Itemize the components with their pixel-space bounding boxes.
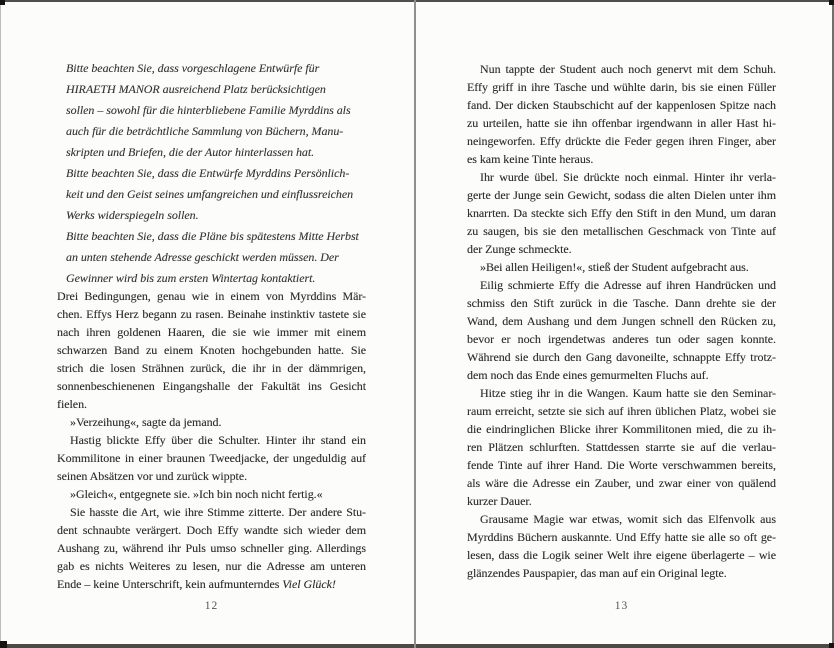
text-line: Effy griff in ihre Tasche und wühlte darin, bis sie einen Füller (467, 80, 776, 94)
text-line: bevor er noch irgendetwas anderes tun oder sagen konnte. (467, 332, 776, 346)
text-line: Gewinner wird bis zum ersten Wintertag kontaktiert. (66, 271, 316, 285)
text-line: fielen. (57, 397, 87, 411)
text-line: strich die losen Strähnen zurück, die ihr in der dämmrigen, (57, 361, 366, 375)
text-line: die eindringlichen Blicke ihrer Kommilitonen mied, die zu ih- (467, 422, 776, 436)
text-line: chen. Effys Herz begann zu rasen. Beinahe instinktiv tastete sie (57, 307, 366, 321)
text-line: Sie hasste die Art, wie ihre Stimme zitterte. Der andere Stu- (70, 505, 366, 519)
text-line: als wäre die Adresse ein Zauber, und zwar einer von quälend (467, 476, 776, 490)
text-line: zu urteilen, hatte sie ihn offenbar irgendwann in aller Hast hi- (467, 116, 776, 130)
text-line: Eilig schmierte Effy die Adresse auf ihren Handrücken und (480, 278, 776, 292)
text-line: schmiss den Stift zurück in die Tasche. Dann drehte sie der (467, 296, 776, 310)
text-line: Bitte beachten Sie, dass vorgeschlagene Entwürfe für (66, 61, 320, 75)
text-line: »Verzeihung«, sagte da jemand. (70, 415, 222, 429)
text-line: dem noch das Ende eines gemurmelten Fluchs auf. (467, 368, 709, 382)
text-line: Bitte beachten Sie, dass die Pläne bis spätestens Mitte Herbst (66, 229, 359, 243)
text-line: Nun tappte der Student auch noch genervt mit dem Schuh. (480, 62, 776, 76)
text-line: der Zunge schmeckte. (467, 242, 572, 256)
text-line: skripten und Briefen, die der Autor hinterlassen hat. (66, 145, 315, 159)
text-line: sollen – sowohl für die hinterbliebene Familie Myrddins als (66, 103, 351, 117)
frame-left-border (0, 0, 1, 648)
text-line: »Gleich«, entgegnete sie. »Ich bin noch nicht fertig.« (70, 487, 323, 501)
text-line: gab es nichts Weiteres zu lesen, nur die Adresse am unteren (57, 559, 366, 573)
page-number-left: 12 (204, 600, 219, 612)
scan-corner-mark (829, 0, 834, 5)
text-line: kurzer Dauer. (467, 494, 532, 508)
page-right (467, 0, 776, 648)
notice-block (57, 58, 366, 289)
text-line: gerte der Junge sein Gewicht, sodass die alten Dielen unter ihm (467, 188, 776, 202)
text-line: Myrddins Büchern auskannte. Und Effy hatte sie alle so oft ge- (467, 530, 776, 544)
text-line: glänzendes Pauspapier, das man auf ein Original legte. (467, 566, 727, 580)
text-line: neingeworfen. Effy drückte die Feder gegen ihren Finger, aber (467, 134, 776, 148)
text-line: fende Tinte auf ihrer Hand. Die Worte verschwammen bereits, (467, 458, 776, 472)
scan-corner-mark (0, 0, 5, 5)
page-left-body (57, 287, 366, 593)
text-line: Während sie durch den Gang davoneilte, schnappte Effy trotz- (467, 350, 776, 364)
text-line: es kam keine Tinte heraus. (467, 152, 594, 166)
text-line: »Bei allen Heiligen!«, stieß der Student aufgebracht aus. (480, 260, 749, 274)
text-line: ren Plätzen schlurften. Stattdessen starrte sie auf die verlau- (467, 440, 776, 454)
text-line: Grausame Magie war etwas, womit sich das Elfenvolk aus (480, 512, 776, 526)
page-left (57, 0, 366, 648)
text-line: Hastig blickte Effy über die Schulter. Hinter ihr stand ein (70, 433, 366, 447)
text-line: fand. Der dicken Staubschicht auf der kappenlosen Spitze nach (467, 98, 776, 112)
text-line: raum erreicht, setzte sie sich auf ihren üblichen Platz, wobei sie (467, 404, 776, 418)
text-line: nach ihren goldenen Haaren, die sie wie immer mit einem (57, 325, 366, 339)
text-line: schwarzen Band zu einem Knoten hochgebunden hatte. Sie (57, 343, 366, 357)
text-line: an unten stehende Adresse geschickt werden müssen. Der (66, 250, 339, 264)
text-line: zu saugen, bis sie den metallischen Geschmack von Tinte auf (467, 224, 776, 238)
text-line: Drei Bedingungen, genau wie in einem von Myrddins Mär- (57, 289, 366, 303)
page-gutter-divider (414, 0, 416, 648)
text-line: Kommilitone in einer braunen Tweedjacke, der ungeduldig auf (57, 451, 366, 465)
text-line: keit und den Geist seines umfangreichen und einflussreichen (66, 187, 354, 201)
text-line: Bitte beachten Sie, dass die Entwürfe Myrddins Persönlich- (66, 166, 350, 180)
text-line: seinen Absätzen vor und zurück wippte. (57, 469, 248, 483)
text-line: Ende – keine Unterschrift, kein aufmunterndes Viel Glück! (57, 577, 336, 591)
text-line: Werks widerspiegeln sollen. (66, 208, 199, 222)
text-line: sonnenbeschienenen Eingangshalle der Fakultät ins Gesicht (57, 379, 366, 393)
text-line: Ihr wurde übel. Sie drückte noch einmal. Hinter ihr verla- (480, 170, 776, 184)
text-line: HIRAETH MANOR ausreichend Platz berücksichtigen (66, 82, 326, 96)
text-line: dent schnaubte verärgert. Doch Effy wandte sich wieder dem (57, 523, 366, 537)
scan-corner-mark (829, 643, 834, 648)
text-line: knarrten. Da steckte sich Effy den Stift in den Mund, um daran (467, 206, 776, 220)
text-line: Hitze stieg ihr in die Wangen. Kaum hatte sie den Seminar- (480, 386, 776, 400)
page-right-body (467, 60, 776, 582)
text-line: auch für die beträchtliche Sammlung von Büchern, Manu- (66, 124, 344, 138)
text-line: lesen, dass die Logik seiner Welt ihre eigene überlagerte – wie (467, 548, 776, 562)
scan-corner-mark (0, 641, 7, 648)
text-line: Aushang zu, während ihr Puls umso schneller ging. Allerdings (57, 541, 366, 555)
text-line: Wand, dem Aushang und dem Jungen schnell den Rücken zu, (467, 314, 776, 328)
page-number-right: 13 (614, 600, 629, 612)
